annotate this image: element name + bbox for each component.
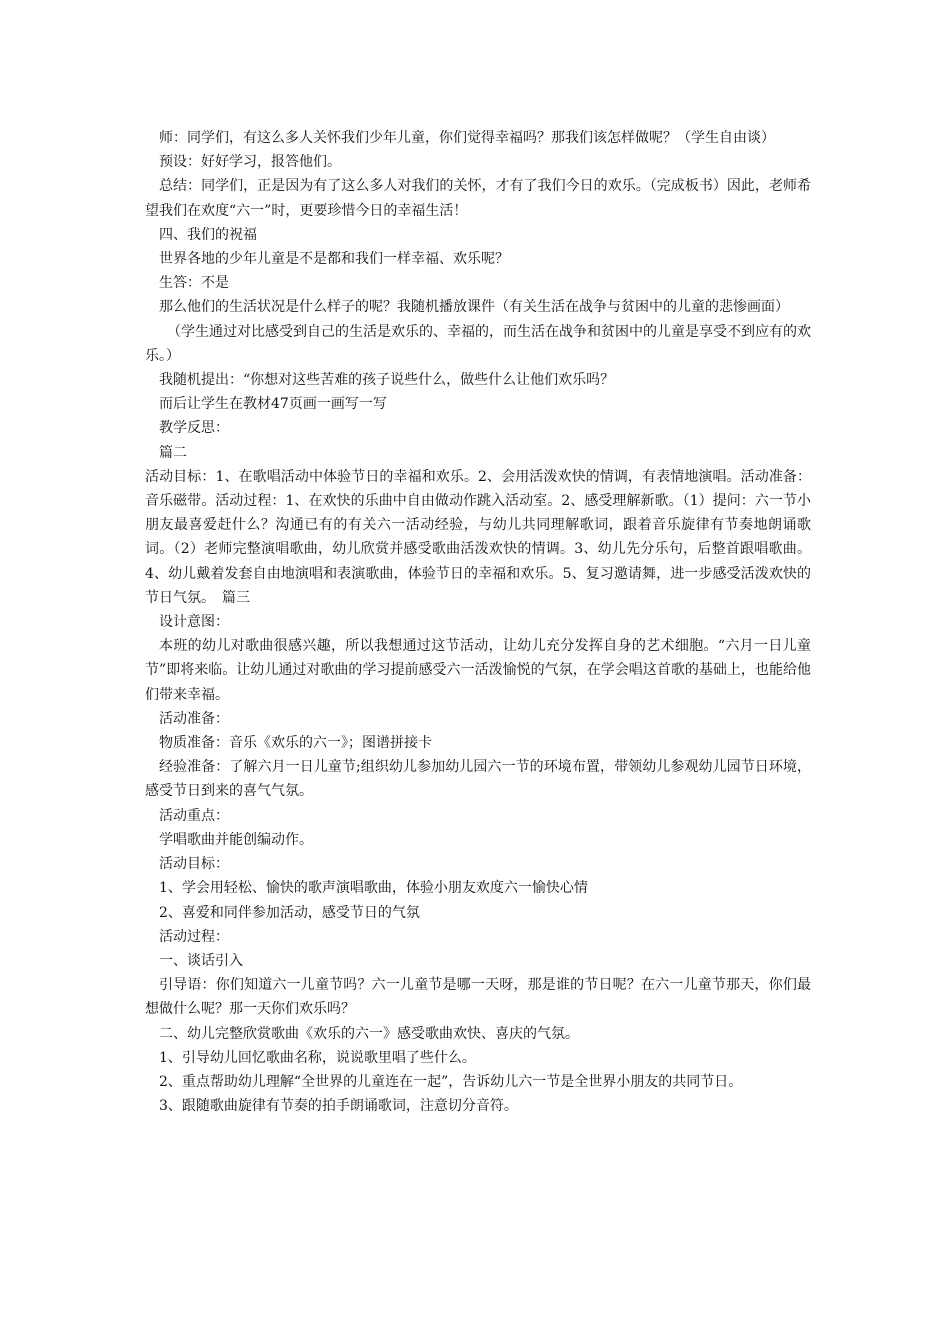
- paragraph: 总结：同学们，正是因为有了这么多人对我们的关怀，才有了我们今日的欢乐。（完成板书）因此，老师希望我们在欢度“六一”时，更要珍惜今日的幸福生活！: [145, 178, 811, 219]
- section-heading: 一、谈话引入: [159, 952, 243, 969]
- paragraph: （学生通过对比感受到自己的生活是欢乐的、幸福的，而生活在战争和贫困中的儿童是享受不到应有的欢乐。）: [145, 323, 811, 364]
- list-item: 2、喜爱和同伴参加活动，感受节日的气氛: [159, 904, 420, 921]
- paragraph: 学唱歌曲并能创编动作。: [159, 831, 313, 848]
- paragraph: 物质准备：音乐《欢乐的六一》；图谱拼接卡: [159, 735, 432, 752]
- list-item: 1、学会用轻松、愉快的歌声演唱歌曲，体验小朋友欢度六一愉快心情: [159, 880, 588, 897]
- section-heading: 活动重点：: [159, 807, 229, 824]
- section-heading: 教学反思：: [159, 420, 229, 437]
- section-heading: 四、我们的祝福: [159, 226, 257, 243]
- list-item: 3、跟随歌曲旋律有节奏的拍手朗诵歌词，注意切分音符。: [159, 1098, 518, 1115]
- section-heading: 活动准备：: [159, 710, 229, 727]
- section-heading: 设计意图：: [159, 614, 229, 631]
- paragraph: 引导语：你们知道六一儿童节吗？六一儿童节是哪一天呀，那是谁的节日呢？在六一儿童节那天，你们最想做什么呢？那一天你们欢乐吗？: [145, 977, 811, 1018]
- paragraph: 预设：好好学习，报答他们。: [159, 154, 341, 171]
- paragraph: 本班的幼儿对歌曲很感兴趣，所以我想通过这节活动，让幼儿充分发挥自身的艺术细胞。“六月一日儿童节”即将来临。让幼儿通过对歌曲的学习提前感受六一活泼愉悦的气氛，在学会唱这首歌的基础上，也能给他们带来幸福。: [145, 638, 811, 703]
- section-heading: 活动过程：: [159, 928, 229, 945]
- paragraph: 活动目标：1、在歌唱活动中体验节日的幸福和欢乐。2、会用活泼欢快的情调，有表情地演唱。活动准备：音乐磁带。活动过程：1、在欢快的乐曲中自由做动作跳入活动室。2、感受理解新歌。（1）提问：六一节小朋友最喜爱赶什么？沟通已有的有关六一活动经验，与幼儿共同理解歌词，跟着音乐旋律有节奏地朗诵歌词。（2）老师完整演唱歌曲，幼儿欣赏并感受歌曲活泼欢快的情调。3、幼儿先分乐句，后整首跟唱歌曲。4、幼儿戴着发套自由地演唱和表演歌曲，体验节日的幸福和欢乐。5、复习邀请舞，进一步感受活泼欢快的节日气氛。 篇三: [145, 468, 811, 606]
- paragraph: 经验准备：了解六月一日儿童节;组织幼儿参加幼儿园六一节的环境布置，带领幼儿参观幼儿园节日环境，感受节日到来的喜气气氛。: [145, 759, 811, 800]
- list-item: 1、引导幼儿回忆歌曲名称，说说歌里唱了些什么。: [159, 1049, 476, 1066]
- paragraph: 世界各地的少年儿童是不是都和我们一样幸福、欢乐呢？: [159, 251, 509, 268]
- paragraph: 那么他们的生活状况是什么样子的呢？我随机播放课件（有关生活在战争与贫困中的儿童的悲惨画面）: [159, 299, 789, 316]
- paragraph: 而后让学生在教材47页画一画写一写: [159, 396, 387, 413]
- section-heading: 二、幼儿完整欣赏歌曲《欢乐的六一》感受歌曲欢快、喜庆的气氛。: [159, 1025, 579, 1042]
- list-item: 2、重点帮助幼儿理解“全世界的儿童连在一起”，告诉幼儿六一节是全世界小朋友的共同节日。: [159, 1073, 743, 1090]
- paragraph: 生答：不是: [159, 275, 229, 292]
- document-page: [145, 126, 811, 1118]
- section-heading: 活动目标：: [159, 856, 229, 873]
- paragraph: 师：同学们，有这么多人关怀我们少年儿童，你们觉得幸福吗？那我们该怎样做呢？（学生自由谈）: [159, 130, 775, 146]
- section-heading: 篇二: [159, 444, 187, 461]
- paragraph: 我随机提出：“你想对这些苦难的孩子说些什么，做些什么让他们欢乐吗？: [159, 372, 615, 389]
